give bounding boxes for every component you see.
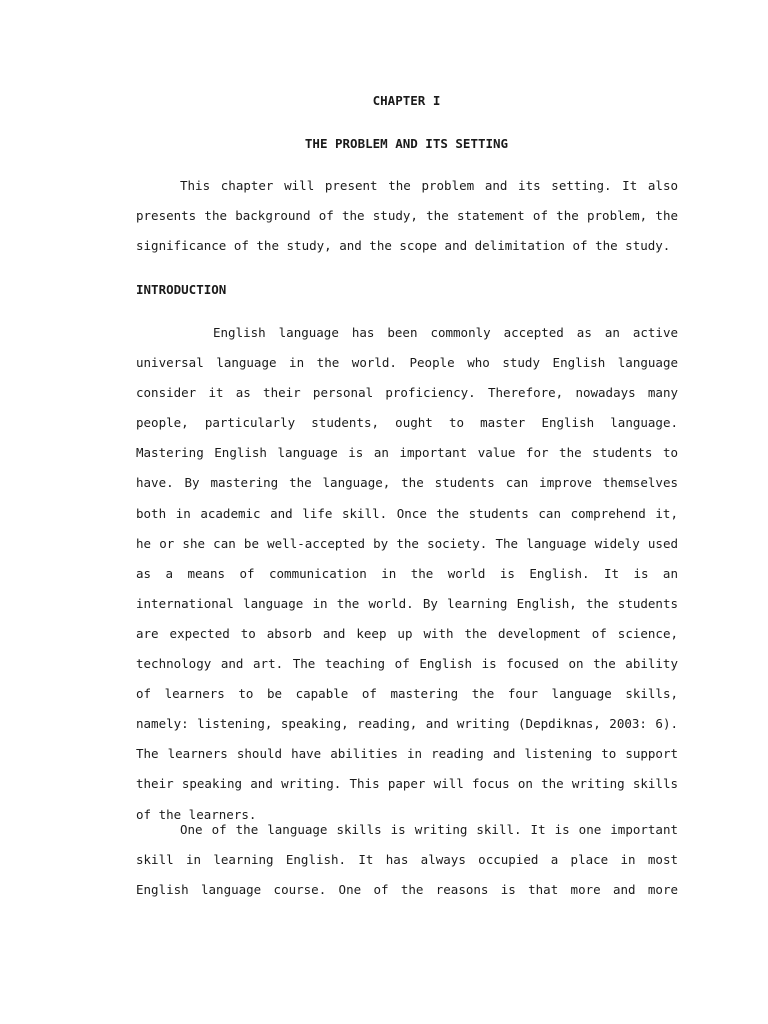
paragraph-line: This chapter will present the problem and its setting. It also — [180, 178, 678, 193]
paragraph-line: significance of the study, and the scope and delimitation of the study. — [136, 238, 671, 254]
paragraph-line: he or she can be well-accepted by the society. The language widely used — [136, 535, 678, 551]
paragraph-line: The learners should have abilities in reading and listening to support — [136, 746, 678, 762]
paragraph-line: of the learners. — [136, 806, 257, 822]
paragraph-line: Mastering English language is an important value for the students to — [136, 445, 678, 461]
english-paragraph — [136, 324, 678, 836]
paragraph-line: One of the language skills is writing skill. It is one important — [180, 822, 678, 837]
paragraph-line: have. By mastering the language, the students can improve themselves — [136, 475, 678, 491]
paragraph-line: as a means of communication in the world is English. It is an — [136, 565, 678, 581]
paragraph-line: English language course. One of the reasons is that more and more — [136, 882, 678, 898]
paragraph-line: namely: listening, speaking, reading, and writing (Depdiknas, 2003: 6). — [136, 716, 678, 732]
intro-paragraph — [136, 177, 678, 267]
paragraph-line: technology and art. The teaching of English is focused on the ability — [136, 656, 678, 672]
paragraph-line: presents the background of the study, the statement of the problem, the — [136, 208, 678, 224]
paragraph-line: of learners to be capable of mastering the four language skills, — [136, 686, 678, 702]
paragraph-line: universal language in the world. People who study English language — [136, 355, 678, 371]
paragraph-line: international language in the world. By learning English, the students — [136, 595, 678, 611]
paragraph-line: both in academic and life skill. Once the students can comprehend it, — [136, 505, 678, 521]
section-heading: INTRODUCTION — [136, 282, 227, 297]
paragraph-line: skill in learning English. It has always occupied a place in most — [136, 852, 678, 868]
chapter-number: CHAPTER I — [372, 93, 441, 108]
paragraph-line: their speaking and writing. This paper will focus on the writing skills — [136, 776, 678, 792]
paragraph-line: are expected to absorb and keep up with the development of science, — [136, 625, 678, 641]
paragraph-line: people, particularly students, ought to master English language. — [136, 415, 678, 431]
writing-paragraph — [136, 821, 678, 911]
paragraph-line: English language has been commonly accepted as an active — [213, 325, 678, 340]
chapter-title: THE PROBLEM AND ITS SETTING — [304, 136, 509, 151]
paragraph-line: consider it as their personal proficiency. Therefore, nowadays many — [136, 385, 678, 401]
